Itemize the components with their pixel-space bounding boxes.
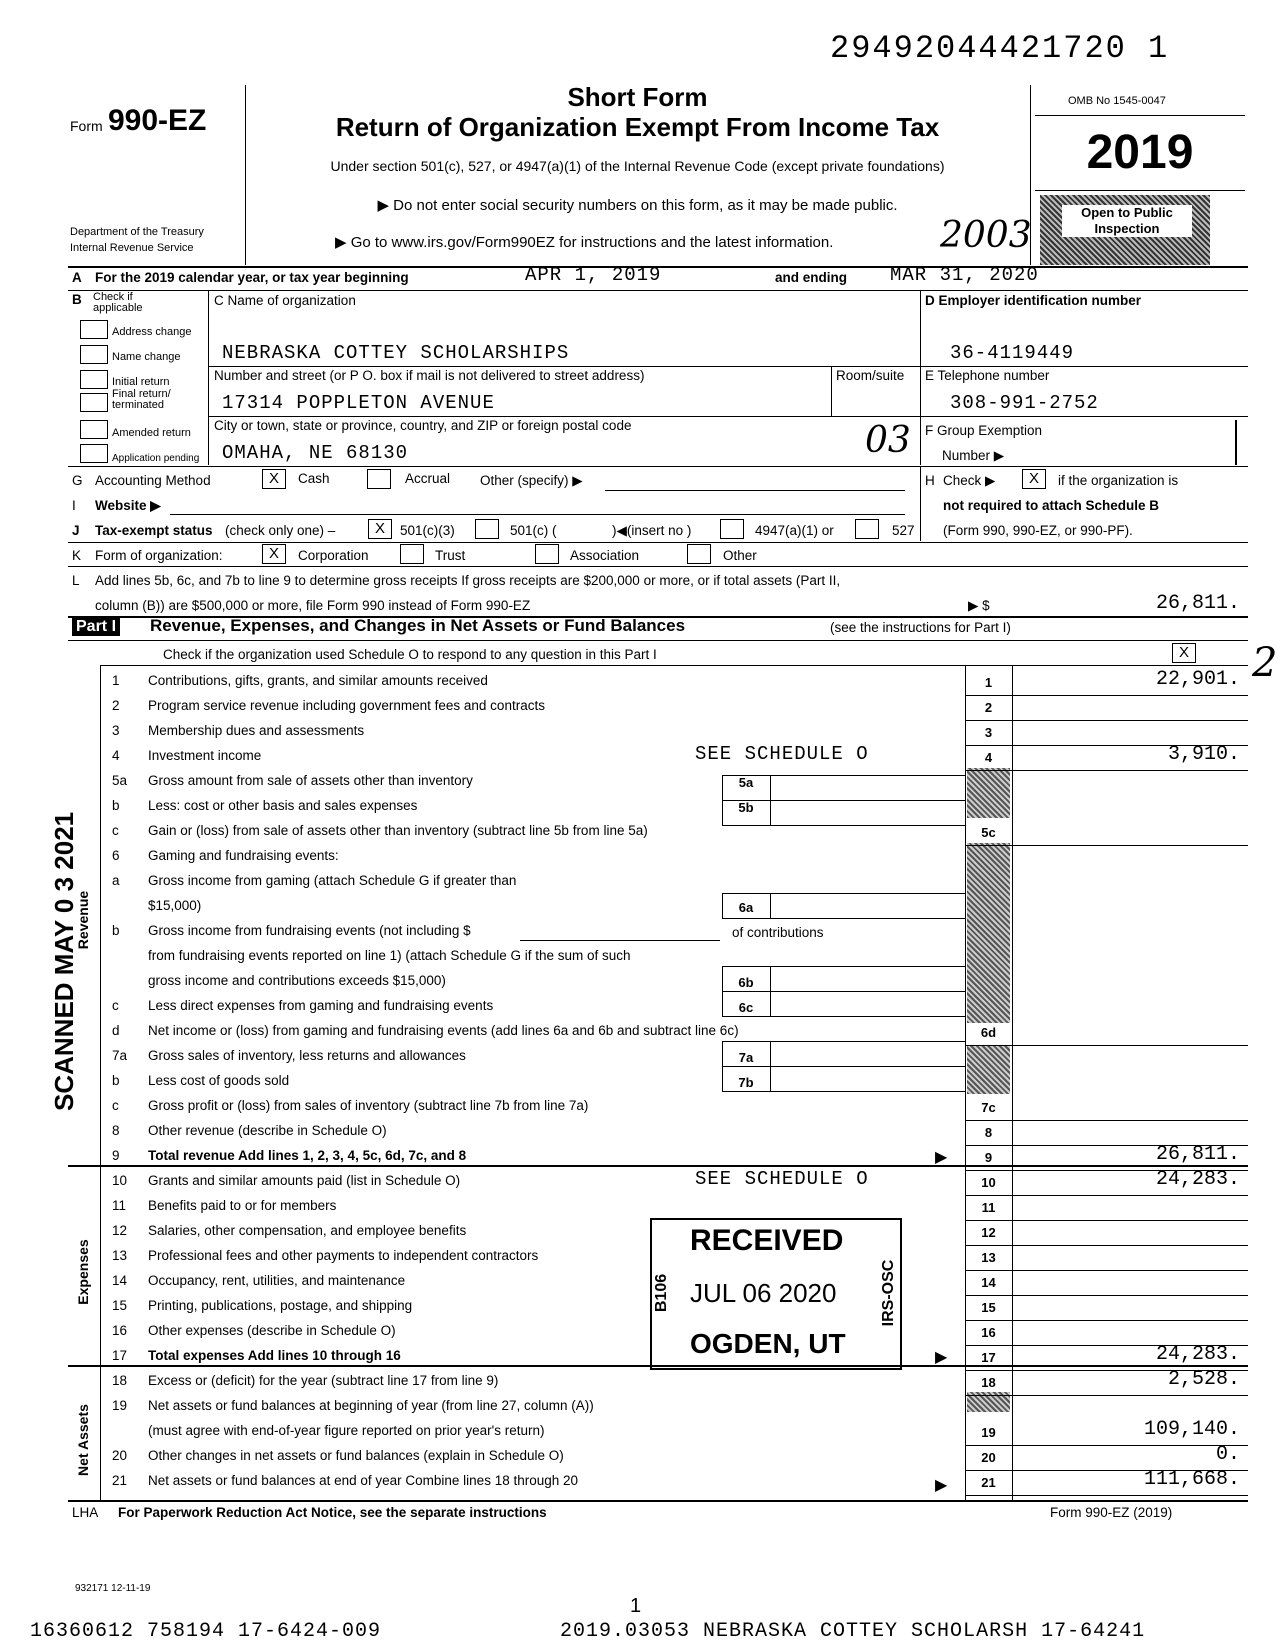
line-amount: 24,283. xyxy=(1155,1168,1240,1191)
row-number: 16 xyxy=(112,1323,128,1338)
row-description: Investment income xyxy=(148,748,262,763)
row-rule xyxy=(965,1045,1248,1046)
tax-year-begin: APR 1, 2019 xyxy=(525,264,662,286)
street-label: Number and street (or P O. box if mail is not delivered to street address) xyxy=(214,368,645,383)
line-box-label: 14 xyxy=(981,1275,996,1290)
row-number: c xyxy=(112,998,119,1013)
line-box-label: 21 xyxy=(981,1475,996,1490)
address-change-label: Address change xyxy=(112,326,192,338)
shaded-cell-6 xyxy=(967,843,1010,1023)
row-description: Less direct expenses from gaming and fundraising events xyxy=(148,998,494,1013)
row-rule xyxy=(965,770,1248,771)
line-a-label: A xyxy=(72,270,82,285)
paperwork-notice: For Paperwork Reduction Act Notice, see the separate instructions xyxy=(118,1505,547,1520)
row-rule xyxy=(965,1270,1248,1271)
4947-checkbox[interactable] xyxy=(720,519,744,539)
line-amount: 26,811. xyxy=(1155,1143,1240,1166)
accrual-label: Accrual xyxy=(405,471,451,486)
irs-label: Internal Revenue Service xyxy=(70,242,194,254)
row-number: 15 xyxy=(112,1298,128,1313)
row-number: a xyxy=(112,873,120,888)
row-description: Benefits paid to or for members xyxy=(148,1198,337,1213)
line-k-label: K xyxy=(72,548,82,563)
sub-line-box-label: 5b xyxy=(738,800,754,815)
street-address: 17314 POPPLETON AVENUE xyxy=(222,392,495,414)
line-amount: 22,901. xyxy=(1155,668,1240,691)
telephone-label: E Telephone number xyxy=(925,368,1050,383)
ssn-note: ▶ Do not enter social security numbers on this form, as it may be made public. xyxy=(377,197,898,214)
row-description: Gross amount from sale of assets other than inventory xyxy=(148,773,473,788)
handwritten-03: 03 xyxy=(865,420,911,461)
sub-line-box-label: 5a xyxy=(738,775,754,790)
other-org-checkbox[interactable] xyxy=(687,544,711,564)
stamp-city: OGDEN, UT xyxy=(690,1328,846,1359)
line-box-label: 20 xyxy=(981,1450,996,1465)
line-amount: 2,528. xyxy=(1167,1368,1240,1391)
org-name: NEBRASKA COTTEY SCHOLARSHIPS xyxy=(222,342,570,364)
address-change-checkbox[interactable] xyxy=(80,320,108,339)
line-amount: 111,668. xyxy=(1143,1468,1240,1491)
bottom-right-code: 2019.03053 NEBRASKA COTTEY SCHOLARSH 17-64241 xyxy=(560,1620,1146,1643)
stamp-right-code: IRS-OSC xyxy=(880,1259,897,1327)
line-box-label: 13 xyxy=(981,1250,996,1265)
501c3-label: 501(c)(3) xyxy=(400,523,455,538)
row-number: c xyxy=(112,823,119,838)
section-b-label: B xyxy=(72,292,82,307)
initial-return-checkbox[interactable] xyxy=(80,370,108,389)
form-reference: Form 990-EZ (2019) xyxy=(1050,1505,1173,1520)
part-i-tag: Part I xyxy=(72,618,120,636)
line-l-text-2: column (B)) are $500,000 or more, file Form 990 instead of Form 990-EZ xyxy=(95,598,531,613)
final-return-checkbox[interactable] xyxy=(80,393,108,412)
arrow-total-expenses: ▶ xyxy=(935,1349,948,1366)
stamp-date: JUL 06 2020 xyxy=(690,1278,837,1308)
row-description: Net assets or fund balances at beginning of year (from line 27, column (A)) xyxy=(148,1398,594,1413)
arrow-total-revenue: ▶ xyxy=(935,1149,948,1166)
page-number: 1 xyxy=(630,1595,642,1617)
line-box-label: 8 xyxy=(984,1125,993,1140)
amended-return-checkbox[interactable] xyxy=(80,420,108,439)
schedule-o-check-text: Check if the organization used Schedule O to respond to any question in this Part I xyxy=(163,647,657,662)
line-box-label: 5c xyxy=(981,825,996,840)
row-number: 5a xyxy=(112,773,128,788)
line-l-arrow: ▶ $ xyxy=(968,598,990,613)
accrual-checkbox[interactable] xyxy=(367,469,391,489)
ein-label: D Employer identification number xyxy=(925,293,1142,308)
row-rule xyxy=(965,1195,1248,1196)
row-description: Less cost of goods sold xyxy=(148,1073,290,1088)
other-specify-label: Other (specify) ▶ xyxy=(480,473,583,488)
row-description: Total expenses Add lines 10 through 16 xyxy=(148,1348,401,1363)
line-box-label: 11 xyxy=(981,1200,996,1215)
row-number: b xyxy=(112,1073,120,1088)
initial-return-label: Initial return xyxy=(112,376,170,388)
form-subtitle: Under section 501(c), 527, or 4947(a)(1) of the Internal Revenue Code (except private foundations) xyxy=(330,158,945,174)
final-return-label: Final return/ terminated xyxy=(112,388,171,411)
tax-year: 2019 xyxy=(1086,126,1194,179)
lha-label: LHA xyxy=(72,1505,99,1520)
application-pending-checkbox[interactable] xyxy=(80,444,108,463)
row-number: 11 xyxy=(112,1198,127,1213)
telephone-value: 308-991-2752 xyxy=(950,392,1099,414)
row-rule xyxy=(965,1395,1248,1396)
stamp-left-code: B106 xyxy=(653,1273,670,1313)
line-amount: 0. xyxy=(1215,1443,1240,1466)
row-description: Contributions, gifts, grants, and similar amounts received xyxy=(148,673,488,688)
line-box-label: 12 xyxy=(981,1225,996,1240)
city-label: City or town, state or province, country, and ZIP or foreign postal code xyxy=(214,418,632,433)
line-i-label: I xyxy=(72,498,76,513)
row-description: Membership dues and assessments xyxy=(148,723,365,738)
open-public-label: Open to Public Inspection xyxy=(1062,205,1192,237)
of-contributions-label: of contributions xyxy=(732,925,824,940)
row-number: 1 xyxy=(112,673,120,688)
tax-year-end: MAR 31, 2020 xyxy=(890,264,1039,286)
row-description: Gain or (loss) from sale of assets other than inventory (subtract line 5b from line 5a) xyxy=(148,823,648,838)
row-rule xyxy=(965,1495,1248,1496)
row-rule xyxy=(965,845,1248,846)
accounting-method-label: Accounting Method xyxy=(95,473,211,488)
line-a-text: For the 2019 calendar year, or tax year beginning xyxy=(95,270,409,285)
line-j-label: J xyxy=(72,523,80,538)
see-schedule-o-revenue: SEE SCHEDULE O xyxy=(695,743,869,765)
row-number: 7a xyxy=(112,1048,128,1063)
line-h-check-label: Check ▶ xyxy=(943,473,996,488)
row-description: Printing, publications, postage, and shipping xyxy=(148,1298,413,1313)
bottom-left-code: 16360612 758194 17-6424-009 xyxy=(30,1620,382,1643)
omb-number: OMB No 1545-0047 xyxy=(1068,95,1166,107)
row-description: Gross profit or (loss) from sales of inventory (subtract line 7b from line 7a) xyxy=(148,1098,589,1113)
527-label: 527 xyxy=(892,523,915,538)
corporation-checkbox[interactable]: X xyxy=(262,544,286,564)
schedule-b-checkbox[interactable]: X xyxy=(1022,469,1046,489)
gross-receipts-amount: 26,811. xyxy=(1155,592,1240,615)
revenue-side-label: Revenue xyxy=(75,890,91,950)
row-description: from fundraising events reported on line 1) (attach Schedule G if the sum of such xyxy=(148,948,631,963)
sub-line-box-label: 6c xyxy=(738,1000,754,1015)
row-description: Less: cost or other basis and sales expenses xyxy=(148,798,418,813)
row-number: 9 xyxy=(112,1148,120,1163)
row-description: Excess or (deficit) for the year (subtract line 17 from line 9) xyxy=(148,1373,499,1388)
line-h-text: if the organization is xyxy=(1058,473,1179,488)
row-description: (must agree with end-of-year figure reported on prior year's return) xyxy=(148,1423,545,1438)
sub-line-box-label: 7b xyxy=(738,1075,754,1090)
row-rule xyxy=(965,1245,1248,1246)
association-checkbox[interactable] xyxy=(535,544,559,564)
row-number: 12 xyxy=(112,1223,128,1238)
website-label: Website ▶ xyxy=(95,498,161,513)
section-b-title: Check if applicable xyxy=(93,291,143,314)
row-rule xyxy=(965,1120,1248,1121)
tax-exempt-label: Tax-exempt status xyxy=(95,523,213,538)
row-description: Gaming and fundraising events: xyxy=(148,848,339,863)
form-prefix: Form xyxy=(70,118,103,134)
line-amount: 3,910. xyxy=(1167,743,1240,766)
row-number: 8 xyxy=(112,1123,120,1138)
row-rule xyxy=(965,1320,1248,1321)
row-number: 4 xyxy=(112,748,120,763)
line-box-label: 15 xyxy=(981,1300,996,1315)
row-number: 6 xyxy=(112,848,120,863)
line-amount: 24,283. xyxy=(1155,1343,1240,1366)
form-of-org-label: Form of organization: xyxy=(95,548,223,563)
expenses-side-label: Expenses xyxy=(75,1239,91,1305)
row-number: b xyxy=(112,923,120,938)
trust-checkbox[interactable] xyxy=(400,544,424,564)
501c3-checkbox[interactable]: X xyxy=(368,519,392,539)
shaded-cell-5 xyxy=(967,768,1010,818)
arrow-net-assets: ▶ xyxy=(935,1477,948,1494)
scanned-stamp: SCANNED MAY 0 3 2021 xyxy=(49,811,79,1111)
form-title: Return of Organization Exempt From Income Tax xyxy=(335,112,940,142)
row-description: Program service revenue including government fees and contracts xyxy=(148,698,545,713)
row-description: Grants and similar amounts paid (list in Schedule O) xyxy=(148,1173,461,1188)
line-box-label: 19 xyxy=(981,1425,996,1440)
row-number: d xyxy=(112,1023,120,1038)
row-description: Total revenue Add lines 1, 2, 3, 4, 5c, 6d, 7c, and 8 xyxy=(148,1148,467,1163)
line-box-label: 17 xyxy=(981,1350,996,1365)
row-number: 19 xyxy=(112,1398,128,1413)
sub-line-box-label: 6a xyxy=(738,900,754,915)
name-change-checkbox[interactable] xyxy=(80,345,108,364)
row-rule xyxy=(965,695,1248,696)
row-description: Net income or (loss) from gaming and fundraising events (add lines 6a and 6b and subtract line 6c) xyxy=(148,1023,739,1038)
row-number: 10 xyxy=(112,1173,128,1188)
row-number: 3 xyxy=(112,723,120,738)
row-number: 17 xyxy=(112,1348,128,1363)
4947-label: 4947(a)(1) or xyxy=(755,523,834,538)
part-i-note: (see the instructions for Part I) xyxy=(830,620,1011,635)
city-state-zip: OMAHA, NE 68130 xyxy=(222,442,409,464)
row-description: Other changes in net assets or fund balances (explain in Schedule O) xyxy=(148,1448,564,1463)
row-rule xyxy=(965,1220,1248,1221)
document-locator-number: 29492044421720 1 xyxy=(830,30,1170,67)
row-description: Other revenue (describe in Schedule O) xyxy=(148,1123,387,1138)
org-name-label: C Name of organization xyxy=(214,293,356,308)
527-checkbox[interactable] xyxy=(855,519,879,539)
insert-no-label: )◀(insert no ) xyxy=(612,523,692,538)
tax-exempt-sub: (check only one) – xyxy=(225,523,336,538)
line-box-label: 16 xyxy=(981,1325,996,1340)
line-box-label: 6d xyxy=(980,1025,997,1040)
group-exemption-label: F Group Exemption xyxy=(925,423,1043,438)
row-description: Professional fees and other payments to independent contractors xyxy=(148,1248,539,1263)
net-assets-side-label: Net Assets xyxy=(75,1404,91,1476)
row-number: 2 xyxy=(112,698,120,713)
sub-line-box-label: 6b xyxy=(738,975,754,990)
row-number: b xyxy=(112,798,120,813)
sub-line-box-label: 7a xyxy=(738,1050,754,1065)
row-description: Other expenses (describe in Schedule O) xyxy=(148,1323,396,1338)
form-code: 932171 12-11-19 xyxy=(75,1583,151,1594)
row-description: Gross income from fundraising events (not including $ xyxy=(148,923,471,938)
stamp-received: RECEIVED xyxy=(690,1224,844,1257)
row-number: c xyxy=(112,1098,119,1113)
row-description: Gross income from gaming (attach Schedule G if greater than xyxy=(148,873,517,888)
line-box-label: 2 xyxy=(984,700,993,715)
received-stamp xyxy=(650,1218,900,1368)
line-box-label: 10 xyxy=(981,1175,996,1190)
line-box-label: 9 xyxy=(984,1150,993,1165)
row-description: $15,000) xyxy=(148,898,202,913)
cash-label: Cash xyxy=(298,471,330,486)
row-description: Occupancy, rent, utilities, and maintenance xyxy=(148,1273,406,1288)
handwritten-2: 2 xyxy=(1252,640,1278,686)
application-pending-label: Application pending xyxy=(112,453,200,464)
form-number: 990-EZ xyxy=(108,104,207,137)
501c-checkbox[interactable] xyxy=(475,519,499,539)
other-org-label: Other xyxy=(723,548,757,563)
row-number: 21 xyxy=(112,1473,128,1488)
line-box-label: 3 xyxy=(984,725,993,740)
line-amount: 109,140. xyxy=(1143,1418,1240,1441)
line-box-label: 7c xyxy=(981,1100,996,1115)
amended-return-label: Amended return xyxy=(112,427,191,439)
see-schedule-o-expenses: SEE SCHEDULE O xyxy=(695,1168,869,1190)
row-description: Salaries, other compensation, and employee benefits xyxy=(148,1223,467,1238)
501c-label: 501(c) ( xyxy=(510,523,557,538)
row-rule xyxy=(965,720,1248,721)
row-rule xyxy=(965,1295,1248,1296)
line-g-label: G xyxy=(72,473,83,488)
line-box-label: 18 xyxy=(981,1375,996,1390)
part-i-title: Revenue, Expenses, and Changes in Net Assets or Fund Balances xyxy=(150,616,686,635)
dept-treasury: Department of the Treasury xyxy=(70,226,204,238)
line-box-label: 4 xyxy=(984,750,993,765)
schedule-o-checkbox[interactable]: X xyxy=(1172,643,1196,663)
row-description: gross income and contributions exceeds $15,000) xyxy=(148,973,446,988)
row-number: 20 xyxy=(112,1448,128,1463)
form-title-short: Short Form xyxy=(567,82,708,112)
ein-value: 36-4119449 xyxy=(950,342,1075,364)
cash-checkbox[interactable]: X xyxy=(262,469,286,489)
room-suite-label: Room/suite xyxy=(836,368,905,383)
row-description: Net assets or fund balances at end of year Combine lines 18 through 20 xyxy=(148,1473,579,1488)
row-description: Gross sales of inventory, less returns and allowances xyxy=(148,1048,466,1063)
line-h-label: H xyxy=(925,473,935,488)
group-exemption-number: Number ▶ xyxy=(942,448,1005,463)
row-number: 13 xyxy=(112,1248,128,1263)
line-l-text-1: Add lines 5b, 6c, and 7b to line 9 to determine gross receipts If gross receipts are $200,000 or more, or if total assets (Part II, xyxy=(95,573,841,588)
trust-label: Trust xyxy=(435,548,466,563)
association-label: Association xyxy=(570,548,640,563)
corporation-label: Corporation xyxy=(298,548,369,563)
line-l-label: L xyxy=(72,573,80,588)
row-number: 18 xyxy=(112,1373,128,1388)
instructions-note: ▶ Go to www.irs.gov/Form990EZ for instructions and the latest information. xyxy=(335,234,834,251)
name-change-label: Name change xyxy=(112,351,181,363)
and-ending-label: and ending xyxy=(775,270,847,285)
line-h-text-2: not required to attach Schedule B xyxy=(943,498,1160,513)
shaded-cell-7 xyxy=(967,1046,1010,1094)
handwritten-code: 2003 xyxy=(940,215,1032,256)
line-box-label: 1 xyxy=(984,675,993,690)
line-h-text-3: (Form 990, 990-EZ, or 990-PF). xyxy=(943,523,1133,538)
row-number: 14 xyxy=(112,1273,128,1288)
